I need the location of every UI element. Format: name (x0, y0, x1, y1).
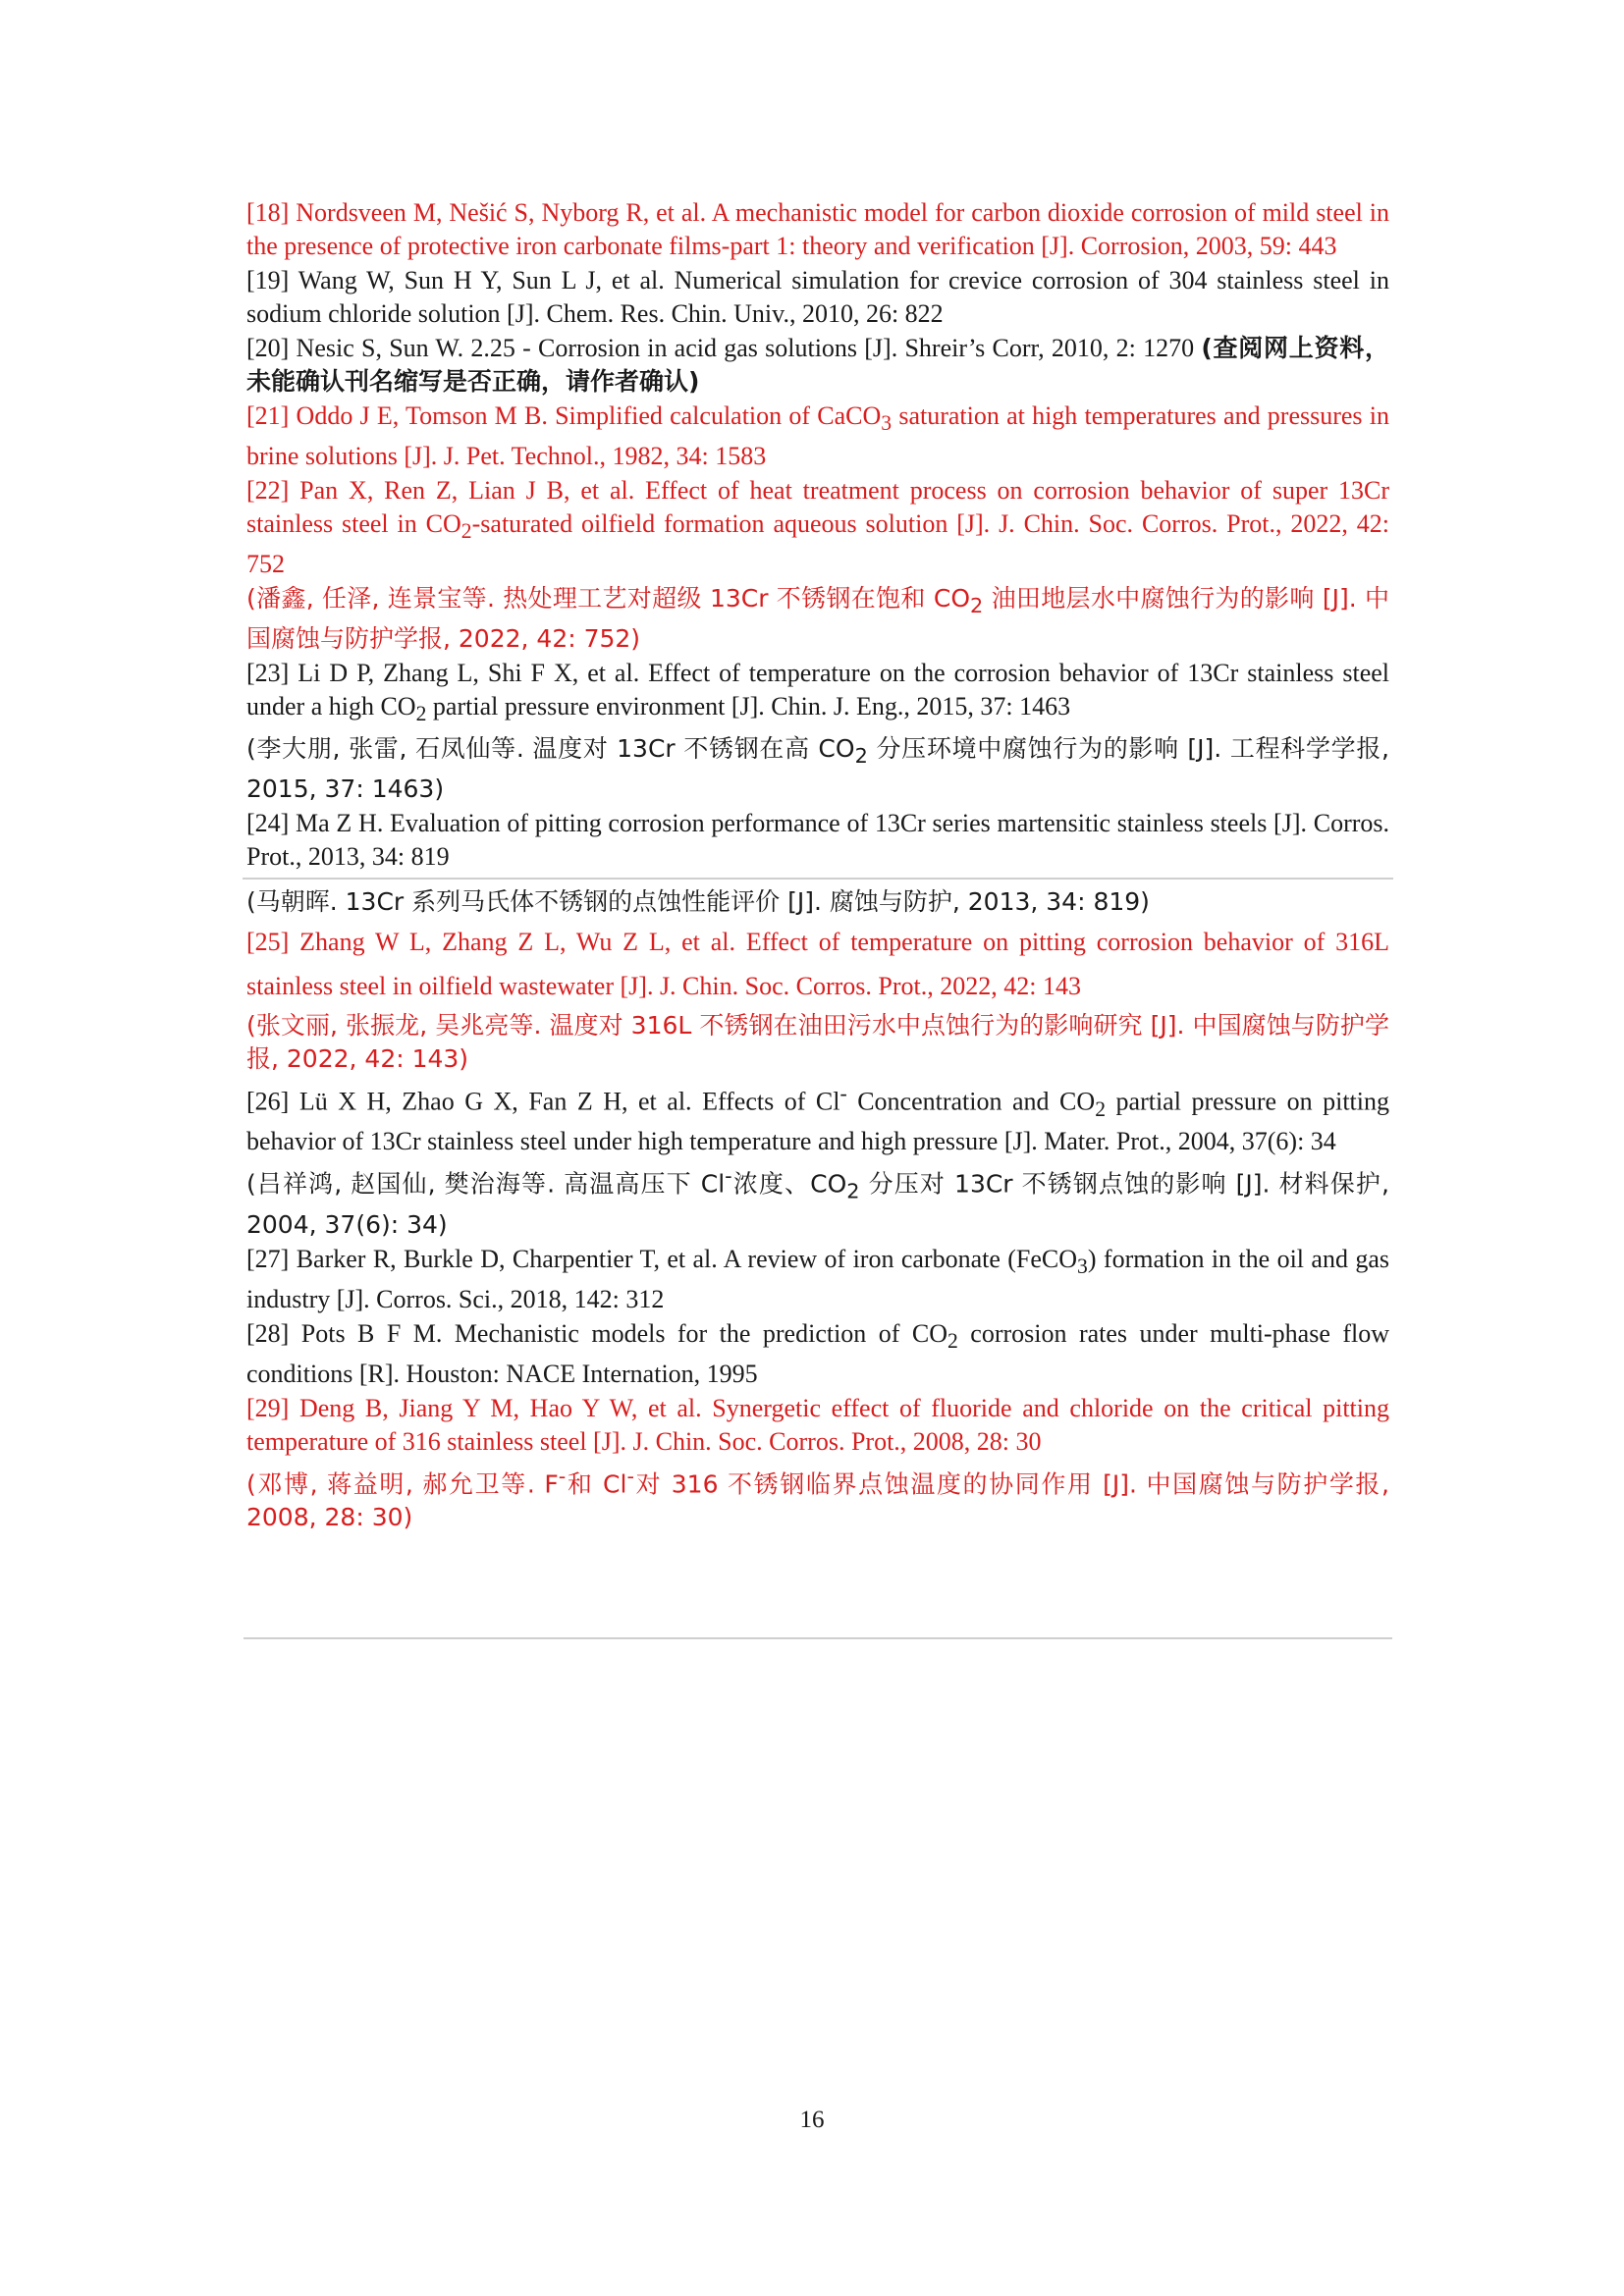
ref22-cn-post: 油田地层水中腐蚀行为的影响 [J]. 中国腐蚀与防护学报, 2022, 42: 752) (246, 584, 1389, 654)
ref26-text-post: partial pressure on pitting behavior of 13Cr stainless steel under high temperature and high pressure [J]. Mater. Prot., 2004, 37(6): 34 (246, 1087, 1390, 1156)
reference-23-chinese (246, 732, 1389, 806)
ref18-line3: Corrosion, 2003, 59: 443 (1080, 232, 1337, 260)
reference-22-chinese (246, 582, 1389, 656)
reference-19: [19] Wang W, Sun H Y, Sun L J, et al. Numerical simulation for crevice corrosion of 304 stainless steel in sodium chloride solution [J]. Chem. Res. Chin. Univ., 2010, 26: 822 (246, 266, 1389, 328)
reference-25-chinese: (张文丽, 张振龙, 吴兆亮等. 温度对 316L 不锈钢在油田污水中点蚀行为的影响研究 [J]. 中国腐蚀与防护学报, 2022, 42: 143) (246, 1010, 1389, 1073)
reference-list (246, 196, 1389, 1535)
ref27-subscript: 3 (1077, 1254, 1088, 1278)
ref23-cn-pre: (李大朋, 张雷, 石凤仙等. 温度对 13Cr 不锈钢在高 CO (246, 733, 855, 763)
ref21-subscript: 3 (881, 411, 893, 436)
page-number: 16 (799, 2107, 825, 2133)
reference-26 (246, 1077, 1389, 1159)
ref26-text-pre: [26] Lü X H, Zhao G X, Fan Z H, et al. Effects of Cl (246, 1087, 840, 1116)
ref26-cn-pre: (吕祥鸿, 赵国仙, 樊治海等. 高温高压下 Cl (246, 1169, 726, 1199)
ref20-text: [20] Nesic S, Sun W. 2.25 - Corrosion in acid gas solutions [J]. Shreir’s Corr, 2010, 2: 1270 (246, 334, 1202, 362)
ref26-superscript: - (839, 1081, 847, 1105)
ref22-text-pre: [22] Pan X, Ren Z, Lian J B, et al. Effect of heat treatment process on corrosion behavior of super 13Cr stainless steel in CO (246, 476, 1389, 539)
ref29-cn-post: 对 316 不锈钢临界点蚀温度的协同作用 [J]. 中国腐蚀与防护学报, 2008, 28: 30) (246, 1469, 1389, 1532)
ref21-text-pre: [21] Oddo J E, Tomson M B. Simplified calculation of CaCO (246, 401, 882, 430)
ref29-cn-mid: 和 Cl (566, 1469, 627, 1499)
ref28-text-post: corrosion rates under multi-phase flow conditions [R]. Houston: NACE Internation, 1995 (246, 1318, 1389, 1389)
divider-line (243, 878, 1393, 880)
ref23-text-pre: [23] Li D P, Zhang L, Shi F X, et al. Effect of temperature on the corrosion behavior of 13Cr stainless steel under a high CO (246, 659, 1389, 721)
bottom-divider-line (244, 1637, 1392, 1639)
ref26-cn-subscript: 2 (846, 1179, 860, 1203)
ref29-cn-superscript-1: - (558, 1465, 567, 1489)
ref26-cn-superscript: - (725, 1164, 732, 1189)
ref22-subscript: 2 (460, 519, 472, 544)
reference-20 (246, 332, 1389, 399)
ref26-text-mid: Concentration and CO (846, 1087, 1096, 1116)
reference-21 (246, 400, 1389, 473)
ref22-text-post: -saturated oilfield formation aqueous solution [J]. J. Chin. Soc. Corros. Prot., 2022, 42: 752 (246, 509, 1389, 579)
ref27-text-pre: [27] Barker R, Burkle D, Charpentier T, et al. A review of iron carbonate (FeCO (246, 1244, 1078, 1273)
reference-28 (246, 1317, 1389, 1391)
reference-24-chinese: (马朝晖. 13Cr 系列马氏体不锈钢的点蚀性能评价 [J]. 腐蚀与防护, 2013, 34: 819) (246, 886, 1150, 916)
ref29-cn-pre: (邓博, 蒋益明, 郝允卫等. F (246, 1469, 559, 1499)
ref27-text-post: ) formation in the oil and gas industry [J]. Corros. Sci., 2018, 142: 312 (246, 1244, 1389, 1313)
ref26-subscript: 2 (1095, 1096, 1107, 1121)
ref22-cn-pre: (潘鑫, 任泽, 连景宝等. 热处理工艺对超级 13Cr 不锈钢在饱和 CO (246, 584, 971, 614)
reference-25: [25] Zhang W L, Zhang Z L, Wu Z L, et al. Effect of temperature on pitting corrosion behavior of 316L stainless steel in oilfield wastewater [J]. J. Chin. Soc. Corros. Prot., 2022, 42: 143 (246, 927, 1389, 1000)
reference-26-chinese (246, 1159, 1389, 1241)
ref23-subscript: 2 (415, 702, 427, 726)
ref23-text-post: partial pressure environment [J]. Chin. J. Eng., 2015, 37: 1463 (426, 692, 1071, 721)
reference-27 (246, 1243, 1389, 1316)
reference-24: [24] Ma Z H. Evaluation of pitting corrosion performance of 13Cr series martensitic stainless steels [J]. Corros. Prot., 2013, 34: 819 (246, 808, 1389, 871)
reference-23 (246, 657, 1389, 730)
ref18-line2: mild steel in the presence of protective iron carbonate films-part 1: theory and verification [J]. (246, 198, 1390, 260)
ref28-text-pre: [28] Pots B F M. Mechanistic models for the prediction of CO (246, 1318, 947, 1348)
ref28-subscript: 2 (947, 1329, 958, 1354)
ref26-cn-post: 分压对 13Cr 不锈钢点蚀的影响 [J]. 材料保护, 2004, 37(6): 34) (246, 1169, 1389, 1239)
ref22-cn-subscript: 2 (970, 594, 984, 618)
ref29-cn-superscript-2: - (626, 1465, 634, 1489)
ref18-line1: [18] Nordsveen M, Nešić S, Nyborg R, et al. A mechanistic model for carbon dioxide corrosion of (246, 198, 1256, 227)
reference-29-chinese (246, 1460, 1389, 1534)
ref23-cn-subscript: 2 (854, 743, 868, 768)
ref26-cn-mid: 浓度、CO (731, 1169, 847, 1199)
ref21-text-post: saturation at high temperatures and pressures in brine solutions [J]. J. Pet. Technol., 1982, 34: 1583 (246, 401, 1390, 471)
ref20-editor-note: (查阅网上资料，未能确认刊名缩写是否正确，请作者确认) (246, 334, 1389, 396)
ref23-cn-post: 分压环境中腐蚀行为的影响 [J]. 工程科学学报, 2015, 37: 1463) (246, 733, 1389, 803)
reference-22 (246, 474, 1389, 581)
reference-29: [29] Deng B, Jiang Y M, Hao Y W, et al. Synergetic effect of fluoride and chloride on the critical pitting temperature of 316 stainless steel [J]. J. Chin. Soc. Corros. Prot., 2008, 28: 30 (246, 1394, 1389, 1457)
reference-18 (246, 196, 1389, 263)
